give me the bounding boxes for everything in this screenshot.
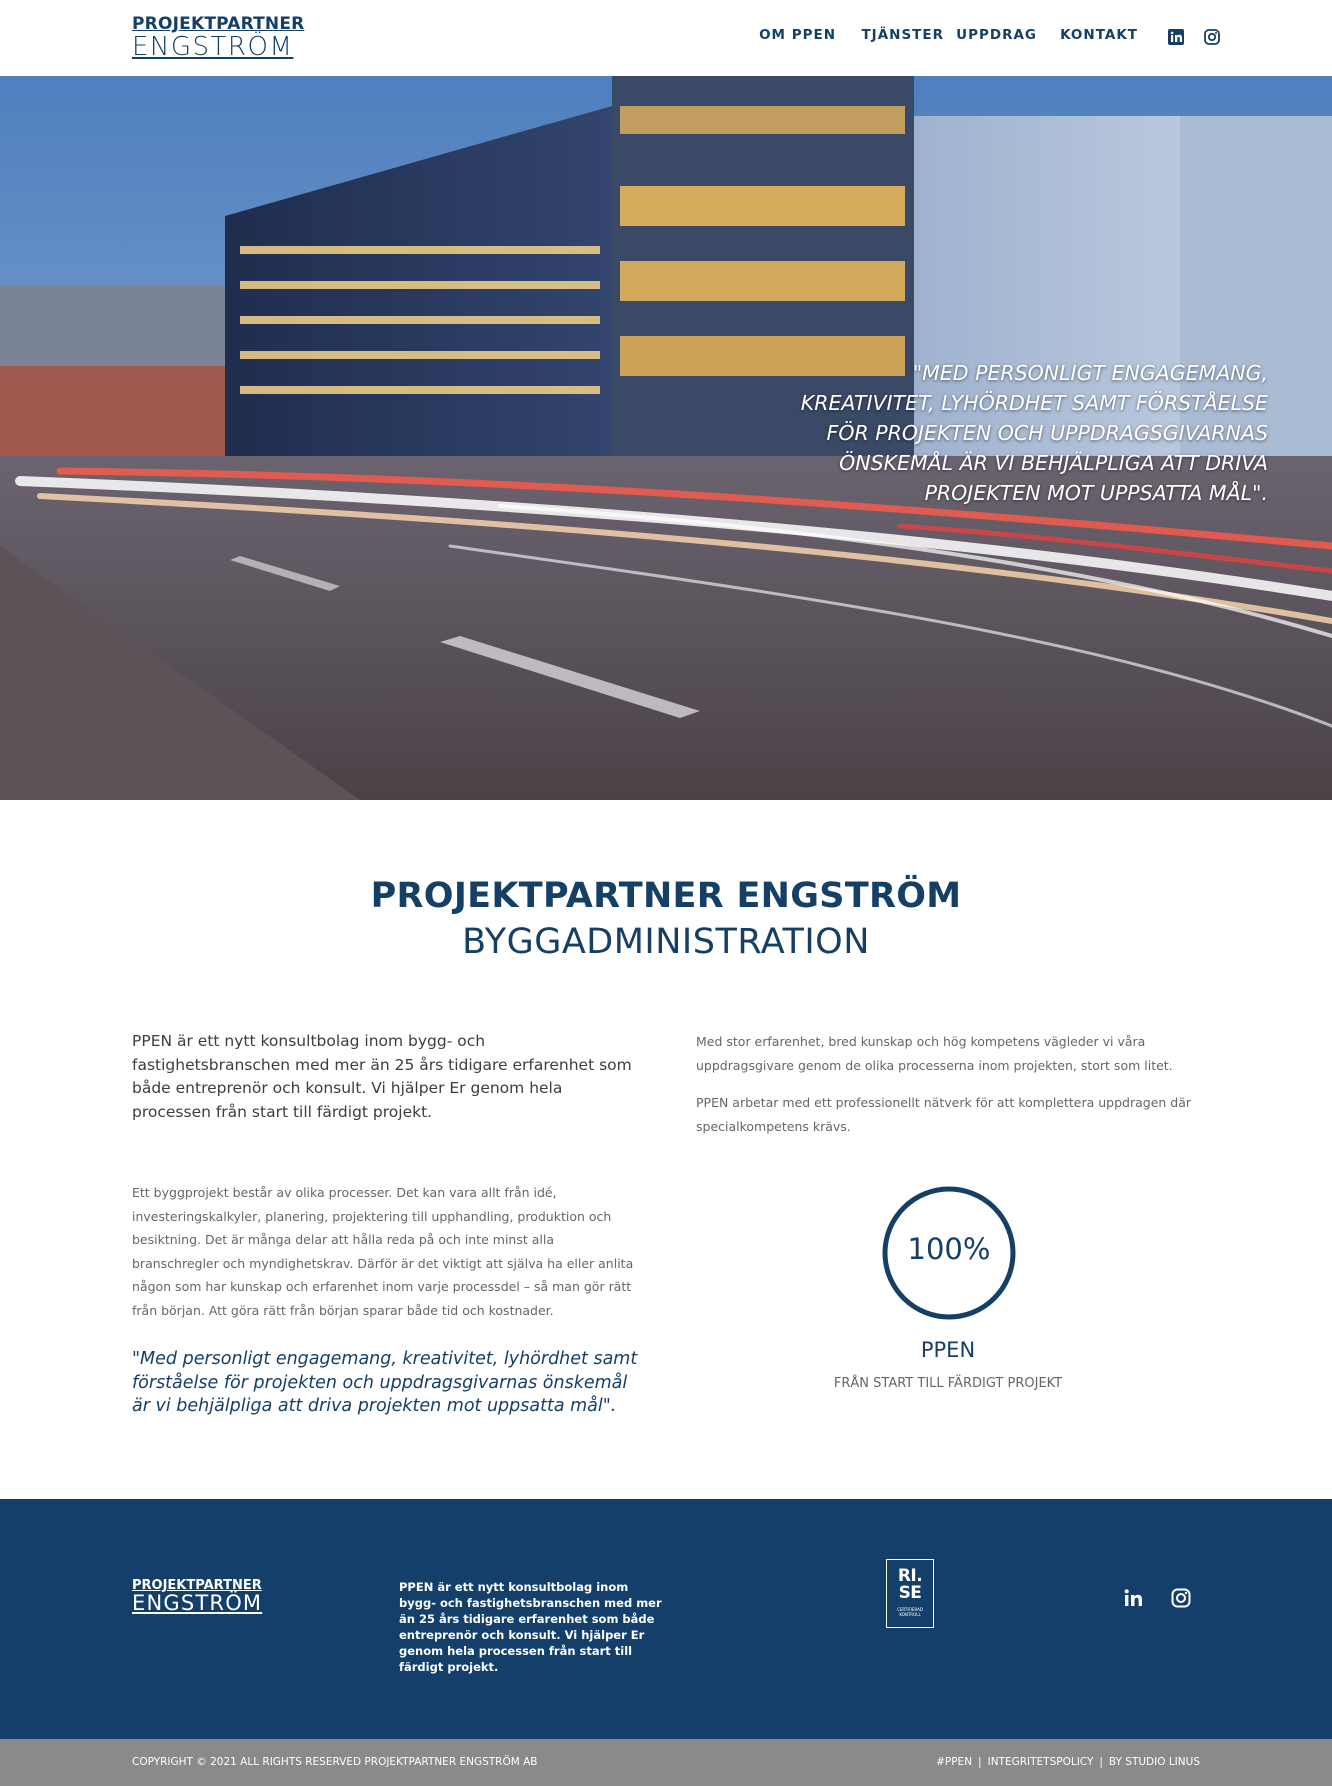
badge-line-2: SE [898,1583,922,1603]
link-studio-linus[interactable]: BY STUDIO LINUS [1108,1756,1200,1768]
page-title: PROJEKTPARTNER ENGSTRÖM [370,876,962,916]
footer-text: PPEN är ett nytt konsultbolag inom bygg- och fastighetsbranschen med mer än 25 års tidigare erfarenhet som både entreprenör och konsult. Vi hjälper Er genom hela processen från start till färdigt projekt. [399,1580,662,1674]
badge-line-1: RI. [897,1566,923,1586]
link-integritetspolicy[interactable]: INTEGRITETSPOLICY [987,1756,1094,1768]
instagram-icon[interactable] [1204,29,1220,45]
intro-body: Ett byggprojekt består av olika processer. Det kan vara allt från idé, investeringskalkyler, planering, projektering till upphandling, produktion och besiktning. Det är många delar att hålla reda på och inte minst alla branschregler och myndighetskrav. Därför är det viktigt att själva ha eller anlita någon som har kunskap och erfarenhet inom varje processdel – så man gör rätt från början. Att göra rätt från början sparar både tid och kostnader. [132,1185,634,1318]
page-subtitle: BYGGADMINISTRATION [462,922,870,962]
footer-logo[interactable] [132,1579,262,1614]
logo-line-1: PROJEKTPARTNER [132,14,305,34]
link-ppen[interactable]: #PPEN [936,1756,973,1768]
hero-banner [0,76,1332,800]
copyright-text: COPYRIGHT © 2021 ALL RIGHTS RESERVED PROJEKTPARTNER ENGSTRÖM AB [132,1756,538,1768]
footer-instagram-icon[interactable] [1171,1588,1191,1608]
intro-quote: "Med personligt engagemang, kreativitet, lyhördhet samt förståelse för projekten och uppdragsgivarnas önskemål är vi behjälpliga att driva projekten mot uppsatta mål". [132,1349,638,1416]
site-logo[interactable] [132,16,304,60]
site-header [0,0,1332,76]
intro-right-paragraph-1: Med stor erfarenhet, bred kunskap och hög kompetens vägleder vi våra uppdragsgivare genom de olika processerna inom projekten, stort som litet. [696,1034,1173,1073]
bottom-bar [0,1739,1332,1786]
nav-item-kontakt[interactable]: KONTAKT [1060,27,1138,43]
footer-linkedin-icon[interactable] [1123,1588,1143,1608]
site-footer [0,1499,1332,1739]
badge-line-3: CERTIFIERAD KONTROLL [897,1607,923,1617]
counter-subtitle: FRÅN START TILL FÄRDIGT PROJEKT [833,1376,1063,1391]
nav-item-om-ppen[interactable]: OM PPEN [759,27,836,43]
logo-line-2: ENGSTRÖM [132,32,294,62]
counter-title: PPEN [920,1338,976,1362]
link-separator: | [1099,1756,1103,1768]
link-separator: | [978,1756,982,1768]
footer-logo-line-1: PROJEKTPARTNER [132,1578,262,1593]
intro-right-paragraph-2: PPEN arbetar med ett professionellt nätverk för att komplettera uppdragen där specialkompetens krävs. [696,1095,1192,1134]
nav-item-uppdrag[interactable]: UPPDRAG [956,27,1037,43]
rise-certification-badge [886,1559,934,1628]
footer-logo-line-2: ENGSTRÖM [132,1591,263,1615]
hero-quote: "MED PERSONLIGT ENGAGEMANG, KREATIVITET, LYHÖRDHET SAMT FÖRSTÅELSE FÖR PROJEKTEN OCH UPPDRAGSGIVARNAS ÖNSKEMÅL ÄR VI BEHJÄLPLIGA ATT DRIVA PROJEKTEN MOT UPPSATTA MÅL". [800,361,1268,505]
bottom-links [936,1756,1200,1768]
nav-item-tjanster[interactable]: TJÄNSTER [861,27,944,43]
counter-value: 100% [907,1232,991,1266]
intro-lead: PPEN är ett nytt konsultbolag inom bygg- och fastighetsbranschen med mer än 25 års tidigare erfarenhet som både entreprenör och konsult. Vi hjälper Er genom hela processen från start till färdigt projekt. [132,1032,632,1121]
intro-heading [0,876,1332,962]
linkedin-icon[interactable] [1168,29,1184,45]
intro-right-text [696,1030,1204,1138]
